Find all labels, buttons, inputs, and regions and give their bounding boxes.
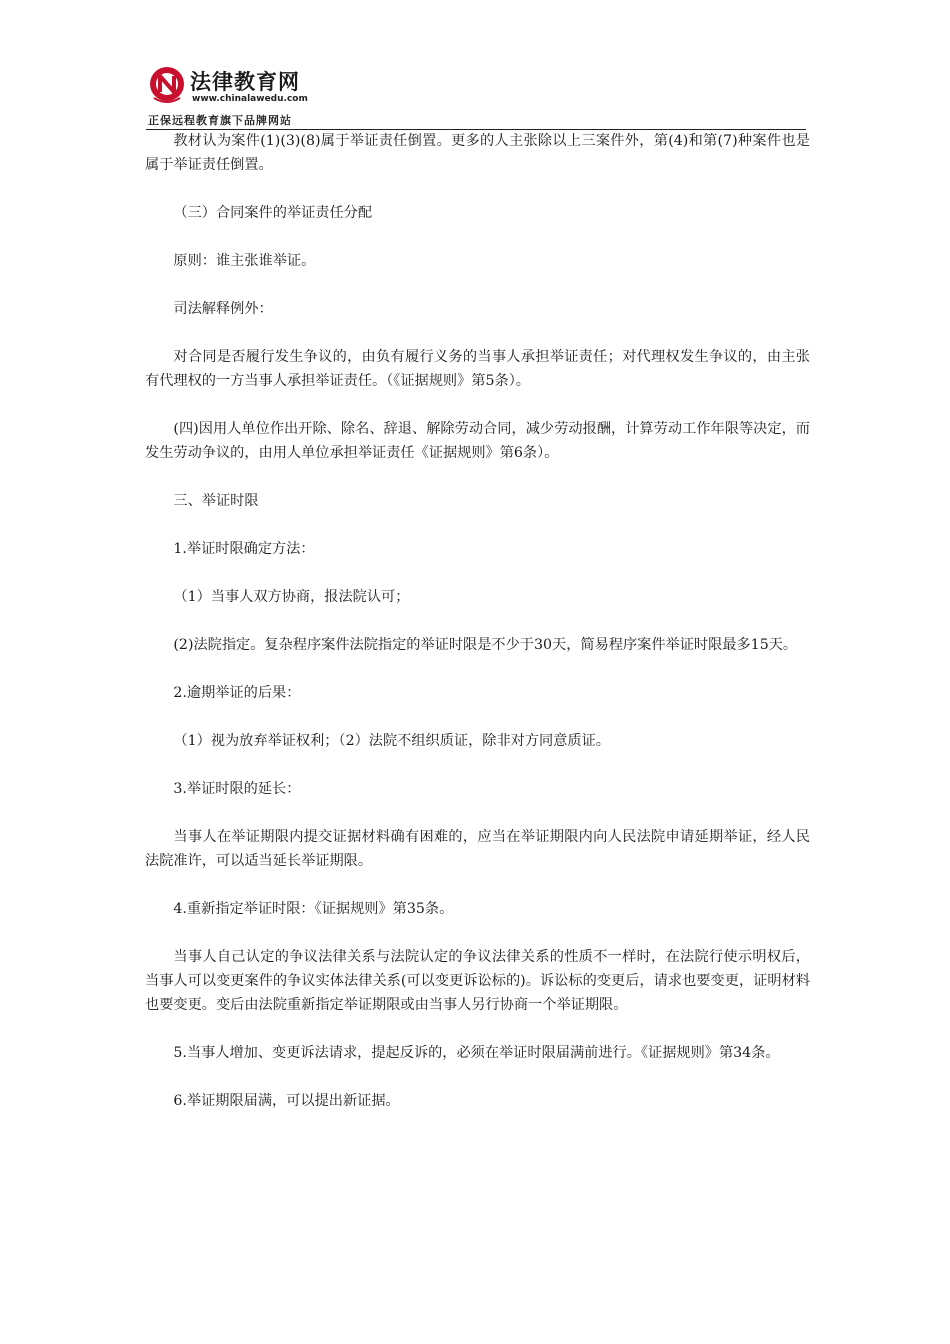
paragraph: 司法解释例外： <box>173 301 273 317</box>
paragraph: （1）视为放弃举证权利；（2）法院不组织质证，除非对方同意质证。 <box>173 733 610 749</box>
paragraph: （1）当事人双方协商，报法院认可； <box>173 589 410 605</box>
paragraph: (2)法院指定。复杂程序案件法院指定的举证时限是不少于30天，简易程序案件举证时限最多15天。 <box>173 637 798 653</box>
paragraph: 对合同是否履行发生争议的，由负有履行义务的当事人承担举证责任；对代理权发生争议的，由主张有代理权的一方当事人承担举证责任。（《证据规则》第5条）。 <box>145 349 810 389</box>
site-url: www.chinalawedu.com <box>192 94 308 104</box>
brand-name: 法律教育网 <box>190 70 300 94</box>
site-logo <box>146 64 346 132</box>
paragraph: 2.逾期举证的后果： <box>173 685 301 701</box>
paragraph: 5.当事人增加、变更诉法请求，提起反诉的，必须在举证时限届满前进行。《证据规则》第34条。 <box>173 1045 780 1061</box>
paragraph: 当事人在举证期限内提交证据材料确有困难的，应当在举证期限内向人民法院申请延期举证，经人民法院准许，可以适当延长举证期限。 <box>145 829 810 869</box>
section-heading: （三）合同案件的举证责任分配 <box>173 205 373 221</box>
section-heading: 三、举证时限 <box>173 493 259 509</box>
page-header <box>146 64 806 132</box>
paragraph: (四)因用人单位作出开除、除名、辞退、解除劳动合同，减少劳动报酬，计算劳动工作年限等决定，而发生劳动争议的，由用人单位承担举证责任《证据规则》第6条）。 <box>145 421 810 461</box>
document-body <box>145 129 810 1137</box>
paragraph: 当事人自己认定的争议法律关系与法院认定的争议法律关系的性质不一样时，在法院行使示明权后，当事人可以变更案件的争议实体法律关系(可以变更诉讼标的)。诉讼标的变更后，请求也要变更，证明材料也要变更。变后由法院重新指定举证期限或由当事人另行协商一个举证期限。 <box>145 949 810 1013</box>
paragraph: 4.重新指定举证时限：《证据规则》第35条。 <box>173 901 454 917</box>
chinalawedu-logo-icon <box>148 64 188 108</box>
paragraph: 3.举证时限的延长： <box>173 781 301 797</box>
paragraph: 原则：谁主张谁举证。 <box>173 253 316 269</box>
site-slogan: 正保远程教育旗下品牌网站 <box>148 114 292 127</box>
paragraph: 6.举证期限届满，可以提出新证据。 <box>173 1093 400 1109</box>
paragraph: 教材认为案件(1)(3)(8)属于举证责任倒置。更多的人主张除以上三案件外，第(4)和第(7)种案件也是属于举证责任倒置。 <box>145 133 810 173</box>
paragraph: 1.举证时限确定方法： <box>173 541 315 557</box>
